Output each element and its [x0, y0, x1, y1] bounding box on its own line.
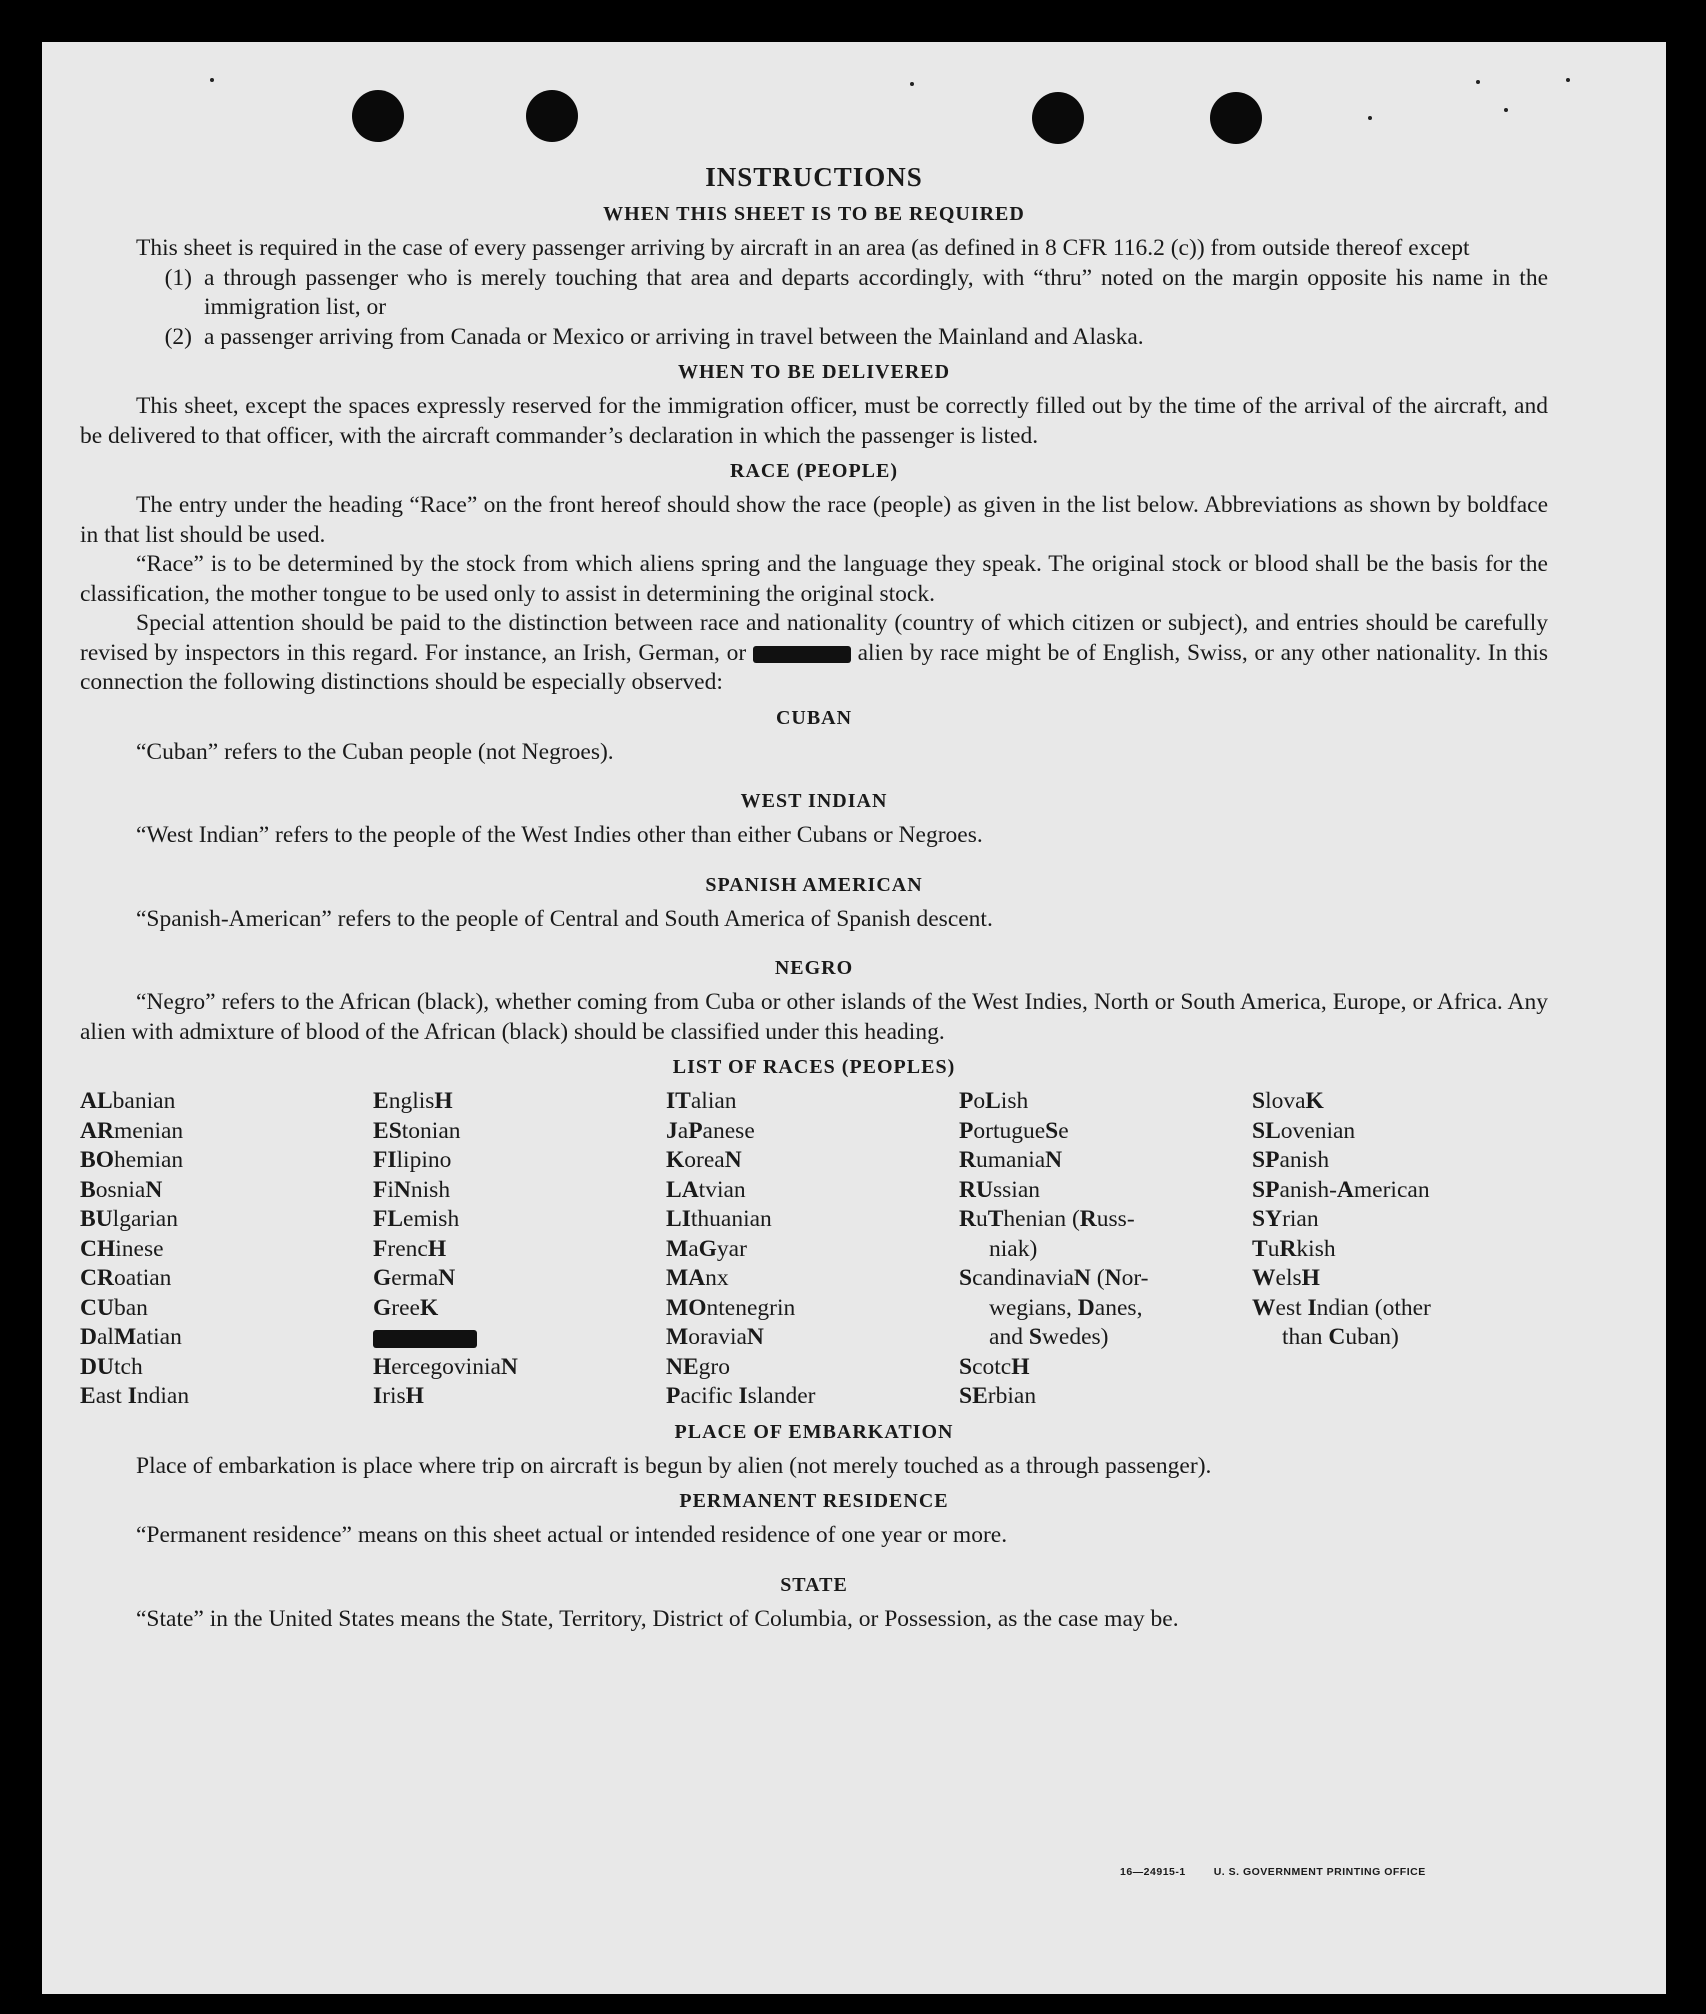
race-entry: BOhemian [80, 1147, 184, 1173]
race-entry: FLemish [373, 1206, 460, 1232]
race-entry: BUlgarian [80, 1206, 178, 1232]
race-entry-redacted [373, 1323, 666, 1353]
races-column [666, 1087, 959, 1412]
exception-item [80, 323, 1548, 353]
race-entry: BosniaN [80, 1176, 163, 1203]
speck [1566, 78, 1570, 82]
page-title: INSTRUCTIONS [705, 162, 923, 192]
document-sheet [42, 42, 1666, 1994]
race-entry: GreeK [373, 1294, 439, 1321]
punch-hole [1210, 92, 1262, 144]
printer-imprint: U. S. GOVERNMENT PRINTING OFFICE [1213, 1866, 1426, 1878]
race-entry: EnglisH [373, 1088, 453, 1114]
race-paragraph-3 [80, 609, 1548, 698]
race-entry: GermaN [373, 1265, 456, 1291]
speck [210, 78, 214, 82]
speck [1476, 80, 1480, 84]
section-heading-required: WHEN THIS SHEET IS TO BE REQUIRED [603, 203, 1025, 225]
race-entry: East Indian [80, 1383, 190, 1409]
section-heading-state: STATE [780, 1573, 848, 1596]
race-entry: SLovenian [1252, 1117, 1356, 1144]
race-entry: TuRkish [1252, 1235, 1336, 1262]
exception-text: a passenger arriving from Canada or Mexico or arriving in travel between the Mainland and Alaska. [204, 323, 1144, 350]
race-entry: MoraviaN [666, 1324, 764, 1350]
punch-hole [526, 90, 578, 142]
exception-text: a through passenger who is merely touching that area and departs accordingly, with “thru” noted on the margin opposite his name in the immigration list, or [204, 264, 1548, 320]
state-text: “State” in the United States means the State, Territory, District of Columbia, or Possession, as the case may be. [136, 1605, 1179, 1632]
race-entry: JaPanese [666, 1117, 755, 1144]
embarkation-text: Place of embarkation is place where trip on aircraft is begun by alien (not merely touched as a through passenger). [136, 1452, 1212, 1479]
race-entry: ARmenian [80, 1117, 184, 1144]
race-entry: ScotcH [959, 1353, 1030, 1380]
race-entry: SlovaK [1252, 1088, 1324, 1114]
section-heading-cuban: CUBAN [775, 706, 853, 729]
race-entry: RumaniaN [959, 1147, 1063, 1173]
race-entry: PoLish [959, 1088, 1029, 1114]
section-heading-race: RACE (PEOPLE) [730, 460, 898, 482]
race-entry: MOntenegrin [666, 1294, 796, 1321]
redaction-mark [753, 646, 851, 663]
section-heading-delivered: WHEN TO BE DELIVERED [677, 361, 951, 383]
race-entry: NEgro [666, 1353, 730, 1380]
race-paragraph-2: “Race” is to be determined by the stock from which aliens spring and the language they speak. The original stock or blood shall be the basis for the classification, the mother tongue to be used only to assist in determining the original stock. [80, 551, 1548, 607]
print-footer [1120, 1866, 1426, 1878]
spanish-american-text: “Spanish-American” refers to the people of Central and South America of Spanish descent. [136, 905, 993, 932]
speck [1368, 116, 1372, 120]
race-entry: LAtvian [666, 1176, 746, 1203]
race-entry: ScandinaviaN (Nor- [959, 1265, 1149, 1291]
races-column [959, 1087, 1252, 1412]
race-entry: WelsH [1252, 1265, 1320, 1291]
race-entry: IrisH [373, 1383, 424, 1409]
delivered-text: This sheet, except the spaces expressly reserved for the immigration officer, must be correctly filled out by the time of the arrival of the aircraft, and be delivered to that officer, with the aircraft commander’s declaration in which the passenger is listed. [80, 393, 1548, 449]
race-entry: LIthuanian [666, 1206, 772, 1232]
race-entry: SPanish [1252, 1147, 1330, 1173]
race-entry: DUtch [80, 1353, 143, 1380]
races-list [80, 1087, 1548, 1412]
race-entry: CUban [80, 1294, 148, 1321]
race-paragraph-3-start: Special attention should be paid to the distinction between race and nationality (country of which citizen or subject), and entries should be carefully revised by inspectors in this regard. For instance, an Irish, German, or [80, 610, 1548, 666]
section-heading-west-indian: WEST INDIAN [740, 790, 888, 812]
section-heading-residence: PERMANENT RESIDENCE [679, 1490, 949, 1512]
race-entry: SYrian [1252, 1206, 1319, 1232]
races-column [80, 1087, 373, 1412]
race-entry: EStonian [373, 1117, 461, 1144]
races-column [1252, 1087, 1545, 1412]
race-entry: MAnx [666, 1265, 729, 1291]
instructions-content [80, 160, 1548, 1634]
race-paragraph-1: The entry under the heading “Race” on the front hereof should show the race (people) as given in the list below. Abbreviations as shown by boldface in that list should be used. [80, 492, 1548, 548]
races-column [373, 1087, 666, 1412]
race-entry-continued: and Swedes) [989, 1324, 1109, 1350]
race-entry: ALbanian [80, 1088, 176, 1114]
section-heading-spanish-american: SPANISH AMERICAN [705, 873, 923, 896]
race-entry: West Indian (other [1252, 1294, 1431, 1321]
speck [1504, 108, 1508, 112]
race-entry: RUssian [959, 1176, 1040, 1203]
race-entry: KoreaN [666, 1147, 742, 1173]
west-indian-text: “West Indian” refers to the people of the West Indies other than either Cubans or Negroes. [136, 822, 983, 848]
race-entry: Pacific Islander [666, 1383, 816, 1409]
section-heading-races-list: LIST OF RACES (PEOPLES) [672, 1056, 956, 1078]
required-intro: This sheet is required in the case of every passenger arriving by aircraft in an area (as defined in 8 CFR 116.2 (c)) from outside thereof except [136, 235, 1470, 261]
redaction-mark [373, 1330, 477, 1348]
race-entry: RuThenian (Russ- [959, 1206, 1135, 1232]
punch-hole [1032, 92, 1084, 144]
residence-text: “Permanent residence” means on this sheet actual or intended residence of one year or more. [136, 1522, 1008, 1548]
race-entry-continued: niak) [989, 1235, 1038, 1262]
race-entry-continued: than Cuban) [1282, 1324, 1399, 1350]
exception-number: (1) [164, 264, 192, 291]
cuban-text: “Cuban” refers to the Cuban people (not Negroes). [136, 738, 614, 765]
race-entry: MaGyar [666, 1235, 747, 1262]
race-entry: ITalian [666, 1088, 737, 1114]
negro-text: “Negro” refers to the African (black), whether coming from Cuba or other islands of the West Indies, North or South America, Europe, or Africa. Any alien with admixture of blood of the African (black) should be classified under this heading. [80, 989, 1548, 1045]
section-heading-embarkation: PLACE OF EMBARKATION [674, 1420, 954, 1443]
race-entry: SPanish-American [1252, 1176, 1430, 1203]
punch-hole [352, 90, 404, 142]
race-entry: DalMatian [80, 1324, 182, 1350]
race-entry: CRoatian [80, 1265, 172, 1291]
race-entry: FrencH [373, 1235, 447, 1262]
race-entry-continued: wegians, Danes, [989, 1294, 1143, 1321]
race-entry: PortugueSe [959, 1117, 1069, 1144]
exception-number: (2) [164, 323, 192, 350]
race-entry: FiNnish [373, 1176, 451, 1203]
race-entry: CHinese [80, 1235, 164, 1262]
form-number: 16—24915-1 [1120, 1866, 1186, 1878]
race-entry: FIlipino [373, 1147, 452, 1173]
speck [910, 82, 914, 86]
race-entry: SErbian [959, 1383, 1037, 1409]
race-entry: HercegoviniaN [373, 1353, 518, 1380]
race-paragraph-3-end: alien by race might be of English, Swiss, or any other nationality. In this connection the following distinctions should be especially observed: [80, 639, 1549, 695]
exception-item [80, 264, 1548, 323]
section-heading-negro: NEGRO [774, 957, 854, 979]
